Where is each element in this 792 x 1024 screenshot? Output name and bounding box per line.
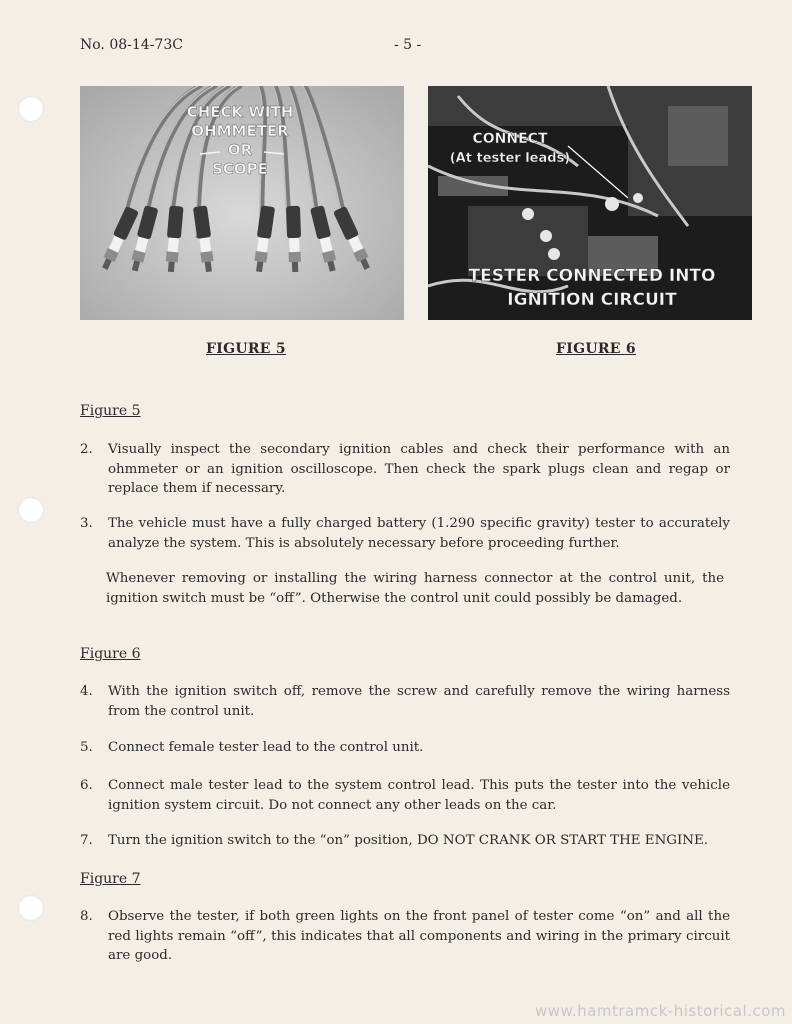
figure-5-overlay-line: OR — [227, 141, 253, 159]
caution-note: Whenever removing or installing the wiring harness connector at the control unit, the ignition switch must be “off”. Otherwise the control unit could possibly be damaged. — [106, 571, 724, 606]
item-number: 7. — [80, 833, 93, 848]
figure-5-caption: FIGURE 5 — [206, 341, 286, 357]
figure-6-caption: FIGURE 6 — [556, 341, 636, 357]
item-text: Connect female tester lead to the control unit. — [108, 740, 424, 755]
item-number: 6. — [80, 778, 93, 793]
figure-6-photo — [428, 86, 752, 320]
figure-5-overlay-line: SCOPE — [212, 160, 268, 178]
item-text: The vehicle must have a fully charged battery (1.290 specific gravity) tester to accurately analyze the system. This is absolutely necessary before proceeding further. — [108, 516, 730, 551]
page-number: - 5 - — [394, 37, 422, 53]
instruction-item — [80, 831, 730, 851]
section-heading: Figure 5 — [80, 403, 141, 419]
item-text: Connect male tester lead to the system control lead. This puts the tester into the vehicle ignition system circuit. Do not connect any other leads on the car. — [108, 778, 730, 813]
item-text: Observe the tester, if both green lights on the front panel of tester come “on” and all the red lights remain “off”, this indicates that all components and wiring in the primary circuit are good. — [108, 909, 730, 963]
item-text: Turn the ignition switch to the “on” position, DO NOT CRANK OR START THE ENGINE. — [108, 833, 709, 848]
item-text: Visually inspect the secondary ignition cables and check their performance with an ohmmeter or an ignition oscilloscope. Then check the spark plugs clean and regap or replace them if necessary. — [108, 442, 730, 496]
instruction-item — [80, 514, 730, 553]
item-number: 4. — [80, 684, 93, 699]
figure-5-photo — [80, 86, 404, 320]
site-watermark: www.hamtramck-historical.com — [535, 1002, 786, 1020]
item-number: 2. — [80, 442, 93, 457]
figure-5-overlay-line: CHECK WITH — [186, 103, 294, 121]
item-number: 8. — [80, 909, 93, 924]
section-heading: Figure 7 — [80, 871, 141, 887]
instruction-item — [80, 776, 730, 815]
binder-hole — [18, 497, 44, 523]
binder-hole — [18, 895, 44, 921]
figure-5-overlay-line: OHMMETER — [191, 122, 289, 140]
instruction-item — [80, 907, 730, 966]
figure-6-overlay-bottom-line: IGNITION CIRCUIT — [507, 290, 677, 310]
figure-6-overlay-top-line: CONNECT — [472, 131, 548, 147]
document-number: No. 08-14-73C — [80, 37, 183, 53]
item-number: 3. — [80, 516, 93, 531]
item-text: With the ignition switch off, remove the screw and carefully remove the wiring harness from the control unit. — [108, 684, 730, 719]
item-number: 5. — [80, 740, 93, 755]
instruction-item — [80, 440, 730, 499]
section-heading: Figure 6 — [80, 646, 141, 662]
instruction-item — [80, 682, 730, 721]
instruction-item — [80, 738, 730, 758]
figure-6-overlay-top-line: (At tester leads) — [449, 151, 571, 166]
figure-6-overlay-bottom-line: TESTER CONNECTED INTO — [468, 266, 716, 286]
binder-hole — [18, 96, 44, 122]
